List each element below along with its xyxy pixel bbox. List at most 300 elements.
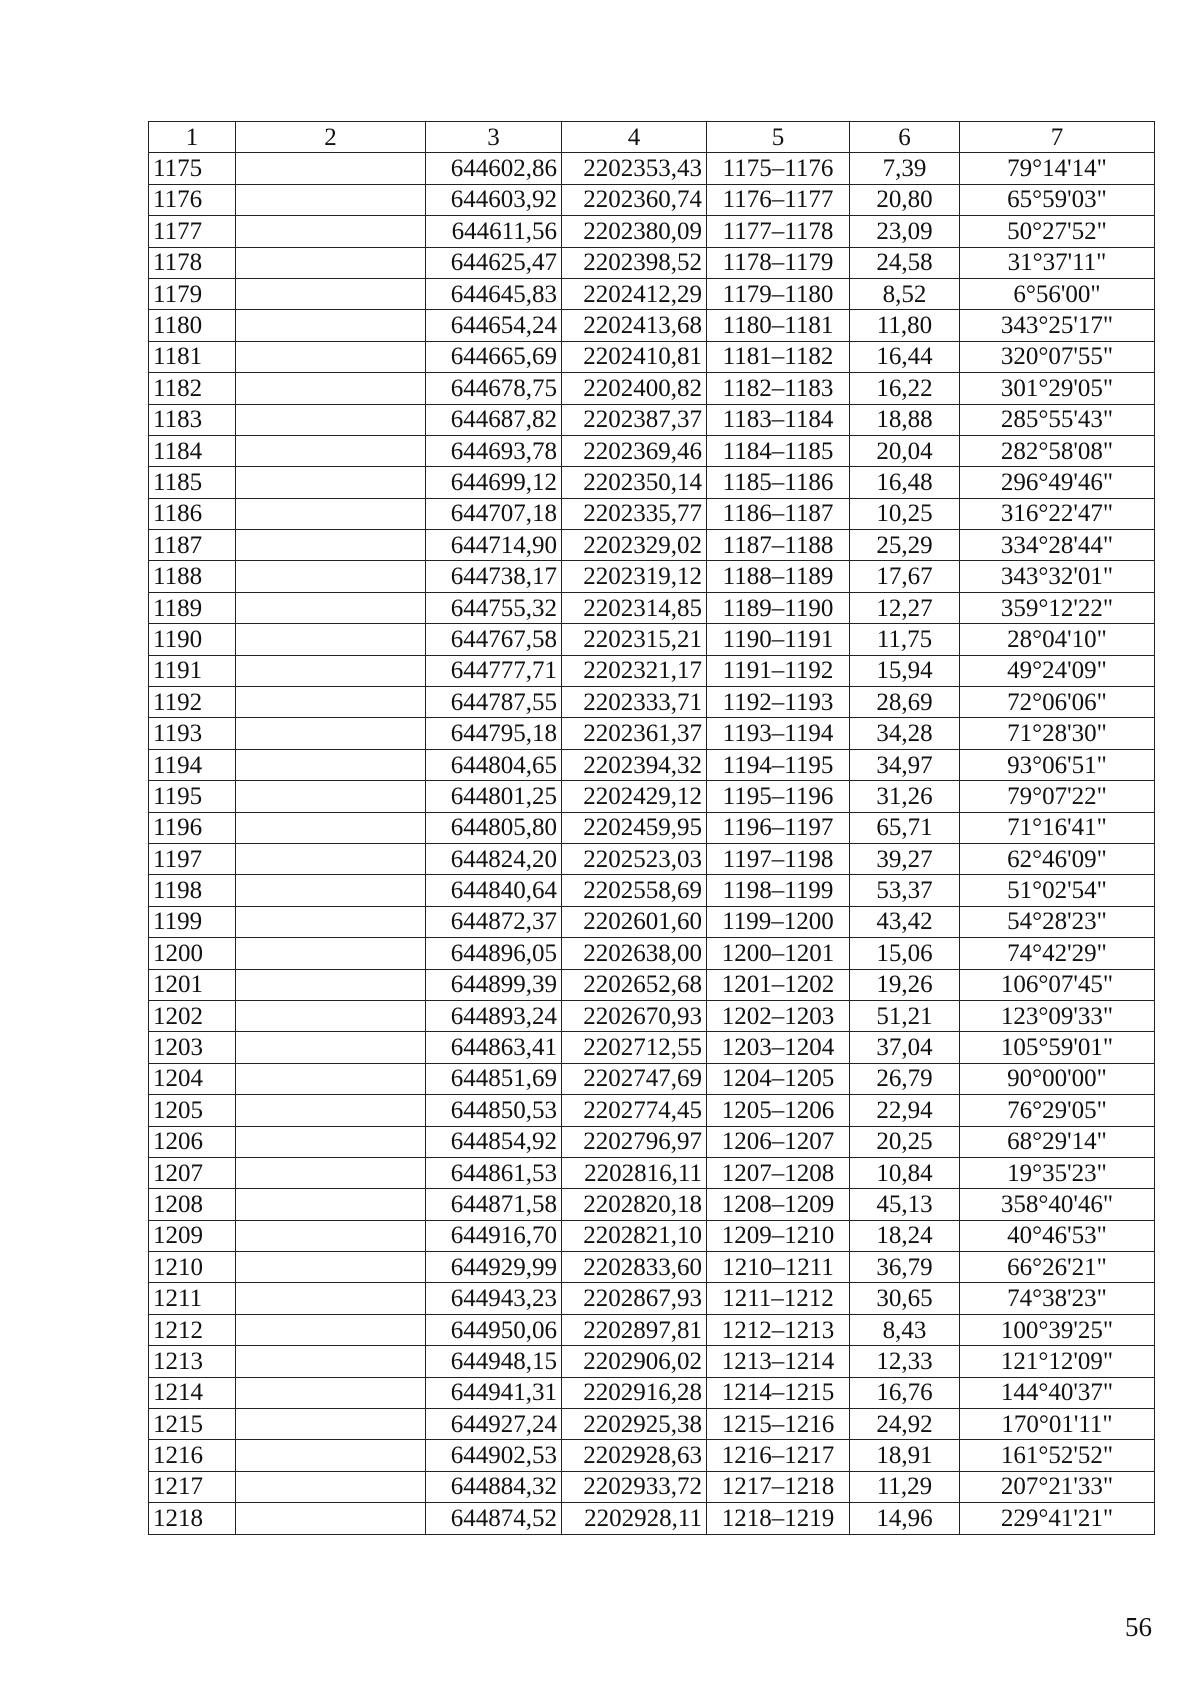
segment-cell: 1217–1218 <box>707 1471 850 1502</box>
column-header: 1 <box>149 122 236 153</box>
point-number-cell: 1218 <box>149 1503 236 1534</box>
table-row <box>149 310 1155 341</box>
bearing-cell: 49°24'09" <box>960 655 1155 686</box>
x-coordinate-cell: 644929,99 <box>426 1252 562 1283</box>
y-coordinate-cell: 2202833,60 <box>562 1252 707 1283</box>
segment-cell: 1194–1195 <box>707 749 850 780</box>
y-coordinate-cell: 2202412,29 <box>562 278 707 309</box>
y-coordinate-cell: 2202319,12 <box>562 561 707 592</box>
name-cell <box>236 1126 426 1157</box>
bearing-cell: 31°37'11" <box>960 247 1155 278</box>
name-cell <box>236 875 426 906</box>
length-cell: 19,26 <box>850 969 960 1000</box>
point-number-cell: 1197 <box>149 843 236 874</box>
name-cell <box>236 435 426 466</box>
bearing-cell: 358°40'46" <box>960 1189 1155 1220</box>
x-coordinate-cell: 644884,32 <box>426 1471 562 1502</box>
y-coordinate-cell: 2202928,11 <box>562 1503 707 1534</box>
name-cell <box>236 1503 426 1534</box>
point-number-cell: 1188 <box>149 561 236 592</box>
bearing-cell: 296°49'46" <box>960 467 1155 498</box>
x-coordinate-cell: 644693,78 <box>426 435 562 466</box>
x-coordinate-cell: 644861,53 <box>426 1157 562 1188</box>
y-coordinate-cell: 2202315,21 <box>562 624 707 655</box>
column-header: 5 <box>707 122 850 153</box>
y-coordinate-cell: 2202350,14 <box>562 467 707 498</box>
point-number-cell: 1187 <box>149 530 236 561</box>
bearing-cell: 6°56'00" <box>960 278 1155 309</box>
x-coordinate-cell: 644896,05 <box>426 938 562 969</box>
table-row <box>149 1063 1155 1094</box>
table-row <box>149 875 1155 906</box>
y-coordinate-cell: 2202353,43 <box>562 153 707 184</box>
length-cell: 43,42 <box>850 906 960 937</box>
point-number-cell: 1217 <box>149 1471 236 1502</box>
bearing-cell: 62°46'09" <box>960 843 1155 874</box>
x-coordinate-cell: 644805,80 <box>426 812 562 843</box>
segment-cell: 1207–1208 <box>707 1157 850 1188</box>
table-row <box>149 530 1155 561</box>
y-coordinate-cell: 2202816,11 <box>562 1157 707 1188</box>
x-coordinate-cell: 644687,82 <box>426 404 562 435</box>
table-row <box>149 153 1155 184</box>
segment-cell: 1206–1207 <box>707 1126 850 1157</box>
y-coordinate-cell: 2202638,00 <box>562 938 707 969</box>
segment-cell: 1201–1202 <box>707 969 850 1000</box>
table-row <box>149 1189 1155 1220</box>
x-coordinate-cell: 644738,17 <box>426 561 562 592</box>
bearing-cell: 74°38'23" <box>960 1283 1155 1314</box>
x-coordinate-cell: 644699,12 <box>426 467 562 498</box>
y-coordinate-cell: 2202558,69 <box>562 875 707 906</box>
name-cell <box>236 938 426 969</box>
length-cell: 18,88 <box>850 404 960 435</box>
x-coordinate-cell: 644927,24 <box>426 1409 562 1440</box>
y-coordinate-cell: 2202398,52 <box>562 247 707 278</box>
table-row <box>149 467 1155 498</box>
bearing-cell: 54°28'23" <box>960 906 1155 937</box>
length-cell: 30,65 <box>850 1283 960 1314</box>
coordinates-table <box>148 121 1155 1535</box>
segment-cell: 1192–1193 <box>707 687 850 718</box>
segment-cell: 1205–1206 <box>707 1095 850 1126</box>
x-coordinate-cell: 644948,15 <box>426 1346 562 1377</box>
table-row <box>149 1252 1155 1283</box>
bearing-cell: 207°21'33" <box>960 1471 1155 1502</box>
point-number-cell: 1201 <box>149 969 236 1000</box>
table-row <box>149 216 1155 247</box>
point-number-cell: 1207 <box>149 1157 236 1188</box>
name-cell <box>236 781 426 812</box>
x-coordinate-cell: 644654,24 <box>426 310 562 341</box>
table-row <box>149 1471 1155 1502</box>
length-cell: 39,27 <box>850 843 960 874</box>
segment-cell: 1182–1183 <box>707 373 850 404</box>
segment-cell: 1189–1190 <box>707 592 850 623</box>
bearing-cell: 105°59'01" <box>960 1032 1155 1063</box>
bearing-cell: 76°29'05" <box>960 1095 1155 1126</box>
bearing-cell: 72°06'06" <box>960 687 1155 718</box>
point-number-cell: 1202 <box>149 1000 236 1031</box>
y-coordinate-cell: 2202897,81 <box>562 1314 707 1345</box>
x-coordinate-cell: 644787,55 <box>426 687 562 718</box>
segment-cell: 1203–1204 <box>707 1032 850 1063</box>
y-coordinate-cell: 2202867,93 <box>562 1283 707 1314</box>
bearing-cell: 170°01'11" <box>960 1409 1155 1440</box>
name-cell <box>236 843 426 874</box>
y-coordinate-cell: 2202333,71 <box>562 687 707 718</box>
length-cell: 12,33 <box>850 1346 960 1377</box>
y-coordinate-cell: 2202314,85 <box>562 592 707 623</box>
column-header: 7 <box>960 122 1155 153</box>
name-cell <box>236 1032 426 1063</box>
bearing-cell: 71°16'41" <box>960 812 1155 843</box>
length-cell: 10,84 <box>850 1157 960 1188</box>
point-number-cell: 1190 <box>149 624 236 655</box>
bearing-cell: 359°12'22" <box>960 592 1155 623</box>
point-number-cell: 1208 <box>149 1189 236 1220</box>
x-coordinate-cell: 644824,20 <box>426 843 562 874</box>
length-cell: 18,91 <box>850 1440 960 1471</box>
table-row <box>149 655 1155 686</box>
segment-cell: 1179–1180 <box>707 278 850 309</box>
segment-cell: 1211–1212 <box>707 1283 850 1314</box>
y-coordinate-cell: 2202380,09 <box>562 216 707 247</box>
table-row <box>149 718 1155 749</box>
y-coordinate-cell: 2202774,45 <box>562 1095 707 1126</box>
bearing-cell: 334°28'44" <box>960 530 1155 561</box>
length-cell: 17,67 <box>850 561 960 592</box>
table-row <box>149 687 1155 718</box>
bearing-cell: 100°39'25" <box>960 1314 1155 1345</box>
point-number-cell: 1196 <box>149 812 236 843</box>
name-cell <box>236 812 426 843</box>
x-coordinate-cell: 644602,86 <box>426 153 562 184</box>
x-coordinate-cell: 644777,71 <box>426 655 562 686</box>
length-cell: 37,04 <box>850 1032 960 1063</box>
table-row <box>149 561 1155 592</box>
y-coordinate-cell: 2202394,32 <box>562 749 707 780</box>
segment-cell: 1215–1216 <box>707 1409 850 1440</box>
segment-cell: 1178–1179 <box>707 247 850 278</box>
segment-cell: 1193–1194 <box>707 718 850 749</box>
point-number-cell: 1214 <box>149 1377 236 1408</box>
point-number-cell: 1192 <box>149 687 236 718</box>
length-cell: 20,25 <box>850 1126 960 1157</box>
name-cell <box>236 969 426 1000</box>
y-coordinate-cell: 2202459,95 <box>562 812 707 843</box>
x-coordinate-cell: 644893,24 <box>426 1000 562 1031</box>
y-coordinate-cell: 2202796,97 <box>562 1126 707 1157</box>
segment-cell: 1185–1186 <box>707 467 850 498</box>
length-cell: 53,37 <box>850 875 960 906</box>
length-cell: 45,13 <box>850 1189 960 1220</box>
x-coordinate-cell: 644871,58 <box>426 1189 562 1220</box>
table-row <box>149 373 1155 404</box>
bearing-cell: 40°46'53" <box>960 1220 1155 1251</box>
name-cell <box>236 687 426 718</box>
x-coordinate-cell: 644665,69 <box>426 341 562 372</box>
x-coordinate-cell: 644795,18 <box>426 718 562 749</box>
bearing-cell: 66°26'21" <box>960 1252 1155 1283</box>
segment-cell: 1214–1215 <box>707 1377 850 1408</box>
length-cell: 31,26 <box>850 781 960 812</box>
bearing-cell: 106°07'45" <box>960 969 1155 1000</box>
y-coordinate-cell: 2202906,02 <box>562 1346 707 1377</box>
segment-cell: 1175–1176 <box>707 153 850 184</box>
point-number-cell: 1178 <box>149 247 236 278</box>
segment-cell: 1177–1178 <box>707 216 850 247</box>
name-cell <box>236 310 426 341</box>
table-row <box>149 1032 1155 1063</box>
page-number: 56 <box>1125 1612 1152 1642</box>
bearing-cell: 144°40'37" <box>960 1377 1155 1408</box>
length-cell: 18,24 <box>850 1220 960 1251</box>
table-row <box>149 1409 1155 1440</box>
segment-cell: 1218–1219 <box>707 1503 850 1534</box>
table-row <box>149 184 1155 215</box>
segment-cell: 1191–1192 <box>707 655 850 686</box>
segment-cell: 1216–1217 <box>707 1440 850 1471</box>
table-row <box>149 749 1155 780</box>
table-row <box>149 1377 1155 1408</box>
bearing-cell: 161°52'52" <box>960 1440 1155 1471</box>
y-coordinate-cell: 2202933,72 <box>562 1471 707 1502</box>
bearing-cell: 19°35'23" <box>960 1157 1155 1188</box>
point-number-cell: 1182 <box>149 373 236 404</box>
bearing-cell: 123°09'33" <box>960 1000 1155 1031</box>
table-row <box>149 1314 1155 1345</box>
point-number-cell: 1175 <box>149 153 236 184</box>
name-cell <box>236 906 426 937</box>
bearing-cell: 229°41'21" <box>960 1503 1155 1534</box>
length-cell: 15,94 <box>850 655 960 686</box>
bearing-cell: 79°07'22" <box>960 781 1155 812</box>
point-number-cell: 1213 <box>149 1346 236 1377</box>
length-cell: 11,80 <box>850 310 960 341</box>
length-cell: 51,21 <box>850 1000 960 1031</box>
y-coordinate-cell: 2202916,28 <box>562 1377 707 1408</box>
segment-cell: 1180–1181 <box>707 310 850 341</box>
length-cell: 12,27 <box>850 592 960 623</box>
bearing-cell: 79°14'14" <box>960 153 1155 184</box>
segment-cell: 1186–1187 <box>707 498 850 529</box>
x-coordinate-cell: 644840,64 <box>426 875 562 906</box>
point-number-cell: 1216 <box>149 1440 236 1471</box>
bearing-cell: 285°55'43" <box>960 404 1155 435</box>
name-cell <box>236 373 426 404</box>
name-cell <box>236 1000 426 1031</box>
name-cell <box>236 1377 426 1408</box>
length-cell: 14,96 <box>850 1503 960 1534</box>
x-coordinate-cell: 644916,70 <box>426 1220 562 1251</box>
length-cell: 23,09 <box>850 216 960 247</box>
length-cell: 22,94 <box>850 1095 960 1126</box>
y-coordinate-cell: 2202361,37 <box>562 718 707 749</box>
table-row <box>149 404 1155 435</box>
table-row <box>149 969 1155 1000</box>
length-cell: 20,04 <box>850 435 960 466</box>
length-cell: 34,97 <box>850 749 960 780</box>
point-number-cell: 1215 <box>149 1409 236 1440</box>
table-row <box>149 1503 1155 1534</box>
name-cell <box>236 153 426 184</box>
name-cell <box>236 1063 426 1094</box>
y-coordinate-cell: 2202413,68 <box>562 310 707 341</box>
bearing-cell: 343°25'17" <box>960 310 1155 341</box>
point-number-cell: 1204 <box>149 1063 236 1094</box>
point-number-cell: 1186 <box>149 498 236 529</box>
name-cell <box>236 216 426 247</box>
segment-cell: 1197–1198 <box>707 843 850 874</box>
y-coordinate-cell: 2202821,10 <box>562 1220 707 1251</box>
y-coordinate-cell: 2202820,18 <box>562 1189 707 1220</box>
name-cell <box>236 1157 426 1188</box>
length-cell: 20,80 <box>850 184 960 215</box>
point-number-cell: 1180 <box>149 310 236 341</box>
length-cell: 65,71 <box>850 812 960 843</box>
point-number-cell: 1206 <box>149 1126 236 1157</box>
name-cell <box>236 467 426 498</box>
table-row <box>149 843 1155 874</box>
bearing-cell: 121°12'09" <box>960 1346 1155 1377</box>
table-row <box>149 624 1155 655</box>
table-row <box>149 341 1155 372</box>
x-coordinate-cell: 644625,47 <box>426 247 562 278</box>
segment-cell: 1184–1185 <box>707 435 850 466</box>
table-row <box>149 781 1155 812</box>
segment-cell: 1181–1182 <box>707 341 850 372</box>
segment-cell: 1210–1211 <box>707 1252 850 1283</box>
bearing-cell: 50°27'52" <box>960 216 1155 247</box>
segment-cell: 1187–1188 <box>707 530 850 561</box>
bearing-cell: 28°04'10" <box>960 624 1155 655</box>
name-cell <box>236 498 426 529</box>
table-row <box>149 1440 1155 1471</box>
length-cell: 24,58 <box>850 247 960 278</box>
name-cell <box>236 1346 426 1377</box>
table-body <box>149 153 1155 1534</box>
name-cell <box>236 655 426 686</box>
length-cell: 28,69 <box>850 687 960 718</box>
point-number-cell: 1191 <box>149 655 236 686</box>
column-header: 2 <box>236 122 426 153</box>
name-cell <box>236 718 426 749</box>
y-coordinate-cell: 2202925,38 <box>562 1409 707 1440</box>
name-cell <box>236 561 426 592</box>
point-number-cell: 1209 <box>149 1220 236 1251</box>
segment-cell: 1196–1197 <box>707 812 850 843</box>
point-number-cell: 1185 <box>149 467 236 498</box>
name-cell <box>236 1283 426 1314</box>
x-coordinate-cell: 644767,58 <box>426 624 562 655</box>
bearing-cell: 316°22'47" <box>960 498 1155 529</box>
y-coordinate-cell: 2202670,93 <box>562 1000 707 1031</box>
x-coordinate-cell: 644645,83 <box>426 278 562 309</box>
column-header: 4 <box>562 122 707 153</box>
length-cell: 25,29 <box>850 530 960 561</box>
name-cell <box>236 749 426 780</box>
segment-cell: 1202–1203 <box>707 1000 850 1031</box>
length-cell: 16,48 <box>850 467 960 498</box>
x-coordinate-cell: 644854,92 <box>426 1126 562 1157</box>
table-row <box>149 938 1155 969</box>
y-coordinate-cell: 2202429,12 <box>562 781 707 812</box>
length-cell: 16,22 <box>850 373 960 404</box>
segment-cell: 1213–1214 <box>707 1346 850 1377</box>
segment-cell: 1200–1201 <box>707 938 850 969</box>
point-number-cell: 1200 <box>149 938 236 969</box>
length-cell: 16,44 <box>850 341 960 372</box>
segment-cell: 1204–1205 <box>707 1063 850 1094</box>
x-coordinate-cell: 644714,90 <box>426 530 562 561</box>
name-cell <box>236 1189 426 1220</box>
point-number-cell: 1179 <box>149 278 236 309</box>
x-coordinate-cell: 644874,52 <box>426 1503 562 1534</box>
table-row <box>149 498 1155 529</box>
bearing-cell: 68°29'14" <box>960 1126 1155 1157</box>
segment-cell: 1183–1184 <box>707 404 850 435</box>
name-cell <box>236 1252 426 1283</box>
x-coordinate-cell: 644899,39 <box>426 969 562 1000</box>
point-number-cell: 1183 <box>149 404 236 435</box>
table-row <box>149 1283 1155 1314</box>
point-number-cell: 1181 <box>149 341 236 372</box>
x-coordinate-cell: 644611,56 <box>426 216 562 247</box>
bearing-cell: 51°02'54" <box>960 875 1155 906</box>
point-number-cell: 1195 <box>149 781 236 812</box>
table-row <box>149 1000 1155 1031</box>
bearing-cell: 301°29'05" <box>960 373 1155 404</box>
segment-cell: 1209–1210 <box>707 1220 850 1251</box>
x-coordinate-cell: 644678,75 <box>426 373 562 404</box>
table-row <box>149 906 1155 937</box>
x-coordinate-cell: 644863,41 <box>426 1032 562 1063</box>
y-coordinate-cell: 2202360,74 <box>562 184 707 215</box>
point-number-cell: 1193 <box>149 718 236 749</box>
y-coordinate-cell: 2202928,63 <box>562 1440 707 1471</box>
point-number-cell: 1177 <box>149 216 236 247</box>
y-coordinate-cell: 2202369,46 <box>562 435 707 466</box>
name-cell <box>236 1314 426 1345</box>
x-coordinate-cell: 644950,06 <box>426 1314 562 1345</box>
point-number-cell: 1176 <box>149 184 236 215</box>
length-cell: 34,28 <box>850 718 960 749</box>
length-cell: 7,39 <box>850 153 960 184</box>
name-cell <box>236 1220 426 1251</box>
table-header-row <box>149 122 1155 153</box>
table-row <box>149 812 1155 843</box>
y-coordinate-cell: 2202712,55 <box>562 1032 707 1063</box>
length-cell: 8,52 <box>850 278 960 309</box>
point-number-cell: 1205 <box>149 1095 236 1126</box>
length-cell: 15,06 <box>850 938 960 969</box>
length-cell: 24,92 <box>850 1409 960 1440</box>
segment-cell: 1198–1199 <box>707 875 850 906</box>
y-coordinate-cell: 2202523,03 <box>562 843 707 874</box>
length-cell: 11,75 <box>850 624 960 655</box>
x-coordinate-cell: 644902,53 <box>426 1440 562 1471</box>
name-cell <box>236 624 426 655</box>
name-cell <box>236 592 426 623</box>
point-number-cell: 1194 <box>149 749 236 780</box>
bearing-cell: 74°42'29" <box>960 938 1155 969</box>
y-coordinate-cell: 2202321,17 <box>562 655 707 686</box>
point-number-cell: 1212 <box>149 1314 236 1345</box>
x-coordinate-cell: 644801,25 <box>426 781 562 812</box>
segment-cell: 1188–1189 <box>707 561 850 592</box>
x-coordinate-cell: 644804,65 <box>426 749 562 780</box>
